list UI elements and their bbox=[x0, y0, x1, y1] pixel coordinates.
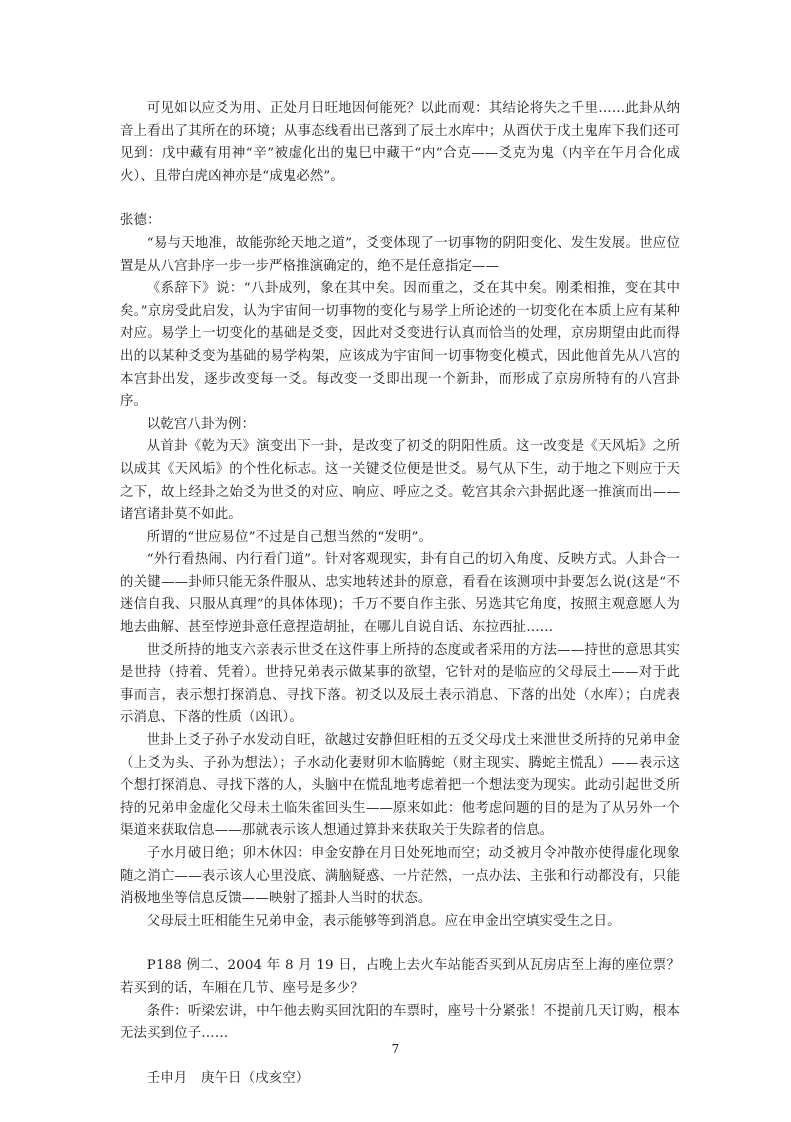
paragraph-date-stems: 壬申月 庚午日（戌亥空） bbox=[146, 1070, 310, 1086]
paragraph-example-two-conditions: 条件：听梁宏讲，中午他去购买回沈阳的车票时，座号十分紧张！不提前几天订购，根本无法买到位子…… bbox=[120, 1003, 680, 1042]
page-number: 7 bbox=[391, 1042, 400, 1056]
paragraph-analysis-conclusion: 可见如以应爻为用、正处月日旺地因何能死？以此而观：其结论将失之千里……此卦从纳音上看出了其所在的环境；从事态线看出已落到了辰土水库中；从酉伏于戊土鬼库下我们还可见到：戊中藏有用神“辛”被虚化出的鬼巳中藏干“内”合克——爻克为鬼（内辛在午月合化成火）、且带白虎凶神亦是“成鬼必然”。 bbox=[120, 101, 680, 184]
paragraph-xici-quote: 《系辞下》说：“八卦成列，象在其中矣。因而重之，爻在其中矣。刚柔相推，变在其中矣。”京房受此启发，认为宇宙间一切事物的变化与易学上所论述的一切变化在本质上应有某种对应。易学上一切变化的基础是爻变，因此对爻变进行认真而恰当的处理，京房期望由此而得出的以某种爻变为基础的易学构架，应该成为宇宙间一切事物变化模式，因此他首先从八宫的本宫卦出发，逐步改变每一爻。每改变一爻即出现一个新卦，而形成了京房所特有的八宫卦序。 bbox=[120, 281, 680, 410]
speaker-label: 张德： bbox=[120, 213, 161, 229]
paragraph-result: 父母辰土旺相能生兄弟申金，表示能够等到消息。应在申金出空填实受生之日。 bbox=[146, 913, 621, 929]
paragraph-yi-quote: “易与天地准，故能弥纶天地之道”，爻变体现了一切事物的阴阳变化、发生发展。世应位置是从八宫卦序一步一步严格推演确定的，绝不是任意指定—— bbox=[120, 235, 680, 274]
paragraph-shi-yao-meaning: 世爻所持的地支六亲表示世爻在这件事上所持的态度或者采用的方法——持世的意思其实是世持（持着、凭着）。世持兄弟表示做某事的欲望，它针对的是临应的父母辰土——对于此事而言，表示想打探消息、寻找下落。初爻以及辰土表示消息、下落的出处（水库）；白虎表示消息、下落的性质（凶讯）。 bbox=[120, 642, 680, 726]
paragraph-shi-ying-swap: 所谓的“世应易位”不过是自己想当然的“发明”。 bbox=[146, 529, 433, 545]
paragraph-qian-derivation: 从首卦《乾为天》演变出下一卦，是改变了初爻的阴阳性质。这一改变是《天风垢》之所以成其《天风垢》的个性化标志。这一关键爻位便是世爻。易气从下生，动于地之下则应于天之下，故上经卦之始爻为世爻的对应、响应、呼应之爻。乾宫其余六卦据此逐一推演而出——诸宫诸卦莫不如此。 bbox=[120, 439, 680, 523]
document-body bbox=[120, 98, 680, 1090]
paragraph-shang-yao-analysis: 世卦上爻子孙子水发动自旺，欲越过安静但旺相的五爻父母戊土来泄世爻所持的兄弟申金（上爻为头、子孙为想法）；子水动化妻财卯木临腾蛇（财主现实、腾蛇主慌乱）——表示这个想打探消息、寻找下落的人，头脑中在慌乱地考虑着把一个想法变为现实。此动引起世爻所持的兄弟申金虚化父母未土临朱雀回头生——原来如此：他考虑问题的目的是为了从另外一个渠道来获取信息——那就表示该人想通过算卦来获取关于失踪者的信息。 bbox=[120, 733, 680, 839]
paragraph-zishui-analysis: 子水月破日绝；卯木休囚：申金安静在月日处死地而空；动爻被月令冲散亦使得虚化现象随之消亡——表示该人心里没底、满脑疑惑、一片茫然，一点办法、主张和行动都没有，只能消极地坐等信息反馈——映射了摇卦人当时的状态。 bbox=[120, 846, 680, 907]
paragraph-insider-view: “外行看热闹、内行看门道”。针对客观现实，卦有自己的切入角度、反映方式。人卦合一的关键——卦师只能无条件服从、忠实地转述卦的原意，看看在该测项中卦要怎么说(这是“不迷信自我、只服从真理”的具体体现)；千万不要自作主张、另选其它角度，按照主观意愿人为地去曲解、甚至悖逆卦意任意捏造胡扯，在哪儿自说自话、东拉西扯…… bbox=[120, 552, 680, 636]
paragraph-qian-example-label: 以乾宫八卦为例： bbox=[146, 416, 256, 432]
paragraph-example-two-question: P188 例二、2004 年 8 月 19 日，占晚上去火车站能否买到从瓦房店至上海的座位票？若买到的话，车厢在几节、座号是多少？ bbox=[120, 958, 680, 996]
